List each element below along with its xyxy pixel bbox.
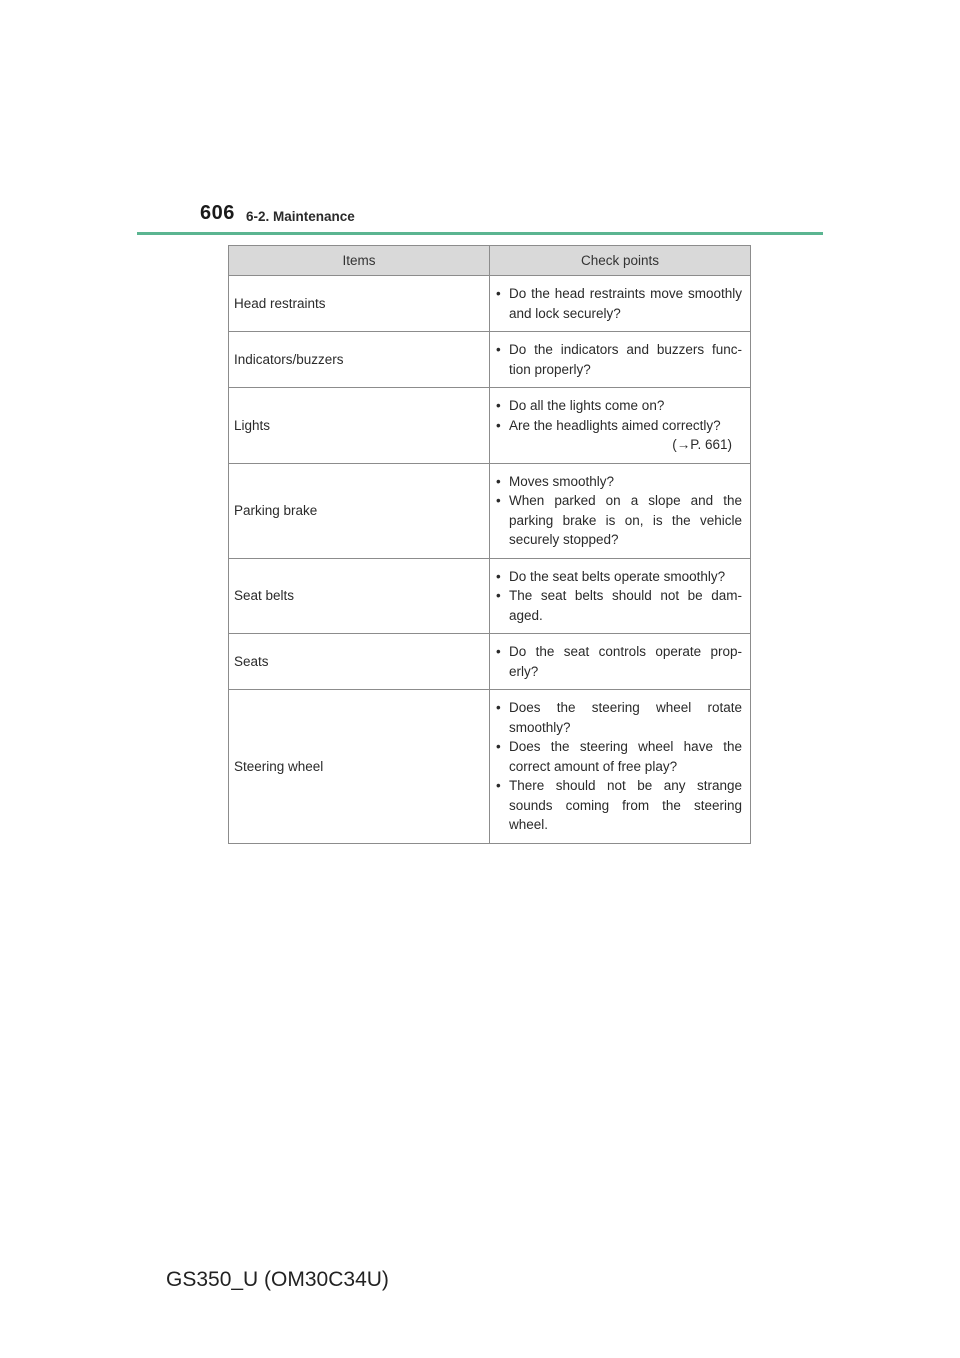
check-points-cell bbox=[490, 276, 751, 332]
page-cross-reference: (→P. 661) bbox=[672, 437, 732, 452]
column-header-check-points: Check points bbox=[490, 246, 751, 276]
check-point: • Do all the lights come on? bbox=[496, 396, 742, 416]
table-row bbox=[229, 463, 751, 558]
check-point: • Do the seat belts operate smoothly? bbox=[496, 567, 742, 587]
check-points-cell bbox=[490, 690, 751, 844]
check-point: • Do the head restraints move smoothly and lock securely? bbox=[496, 284, 742, 323]
check-points-cell bbox=[490, 388, 751, 464]
item-cell: Parking brake bbox=[229, 463, 490, 558]
page-number: 606 bbox=[200, 202, 235, 224]
check-point: • When parked on a slope and the parking brake is on, is the vehicle securely stopped? bbox=[496, 491, 742, 550]
table-row bbox=[229, 276, 751, 332]
table-row bbox=[229, 690, 751, 844]
table-row bbox=[229, 634, 751, 690]
check-point: • Do the seat controls operate prop-erly? bbox=[496, 642, 742, 681]
check-point: • Does the steering wheel have the correct amount of free play? bbox=[496, 737, 742, 776]
maintenance-check-table bbox=[228, 245, 751, 844]
section-title: 6-2. Maintenance bbox=[246, 209, 355, 224]
item-cell: Seats bbox=[229, 634, 490, 690]
check-point: • There should not be any strange sounds coming from the steering wheel. bbox=[496, 776, 742, 835]
check-points-cell bbox=[490, 463, 751, 558]
item-cell: Seat belts bbox=[229, 558, 490, 634]
table-row bbox=[229, 332, 751, 388]
table-row bbox=[229, 388, 751, 464]
check-point: • Does the steering wheel rotate smoothly? bbox=[496, 698, 742, 737]
check-point: • Are the headlights aimed correctly? bbox=[496, 416, 742, 436]
header-rule bbox=[137, 232, 823, 235]
document-code: GS350_U (OM30C34U) bbox=[166, 1268, 389, 1291]
item-cell: Head restraints bbox=[229, 276, 490, 332]
item-cell: Lights bbox=[229, 388, 490, 464]
item-cell: Steering wheel bbox=[229, 690, 490, 844]
check-points-cell bbox=[490, 634, 751, 690]
check-point: • The seat belts should not be dam-aged. bbox=[496, 586, 742, 625]
check-points-cell bbox=[490, 332, 751, 388]
table-row bbox=[229, 558, 751, 634]
check-points-cell bbox=[490, 558, 751, 634]
check-point: • Moves smoothly? bbox=[496, 472, 742, 492]
table-header-row bbox=[229, 246, 751, 276]
check-point: • Do the indicators and buzzers func-tion properly? bbox=[496, 340, 742, 379]
item-cell: Indicators/buzzers bbox=[229, 332, 490, 388]
column-header-items: Items bbox=[229, 246, 490, 276]
